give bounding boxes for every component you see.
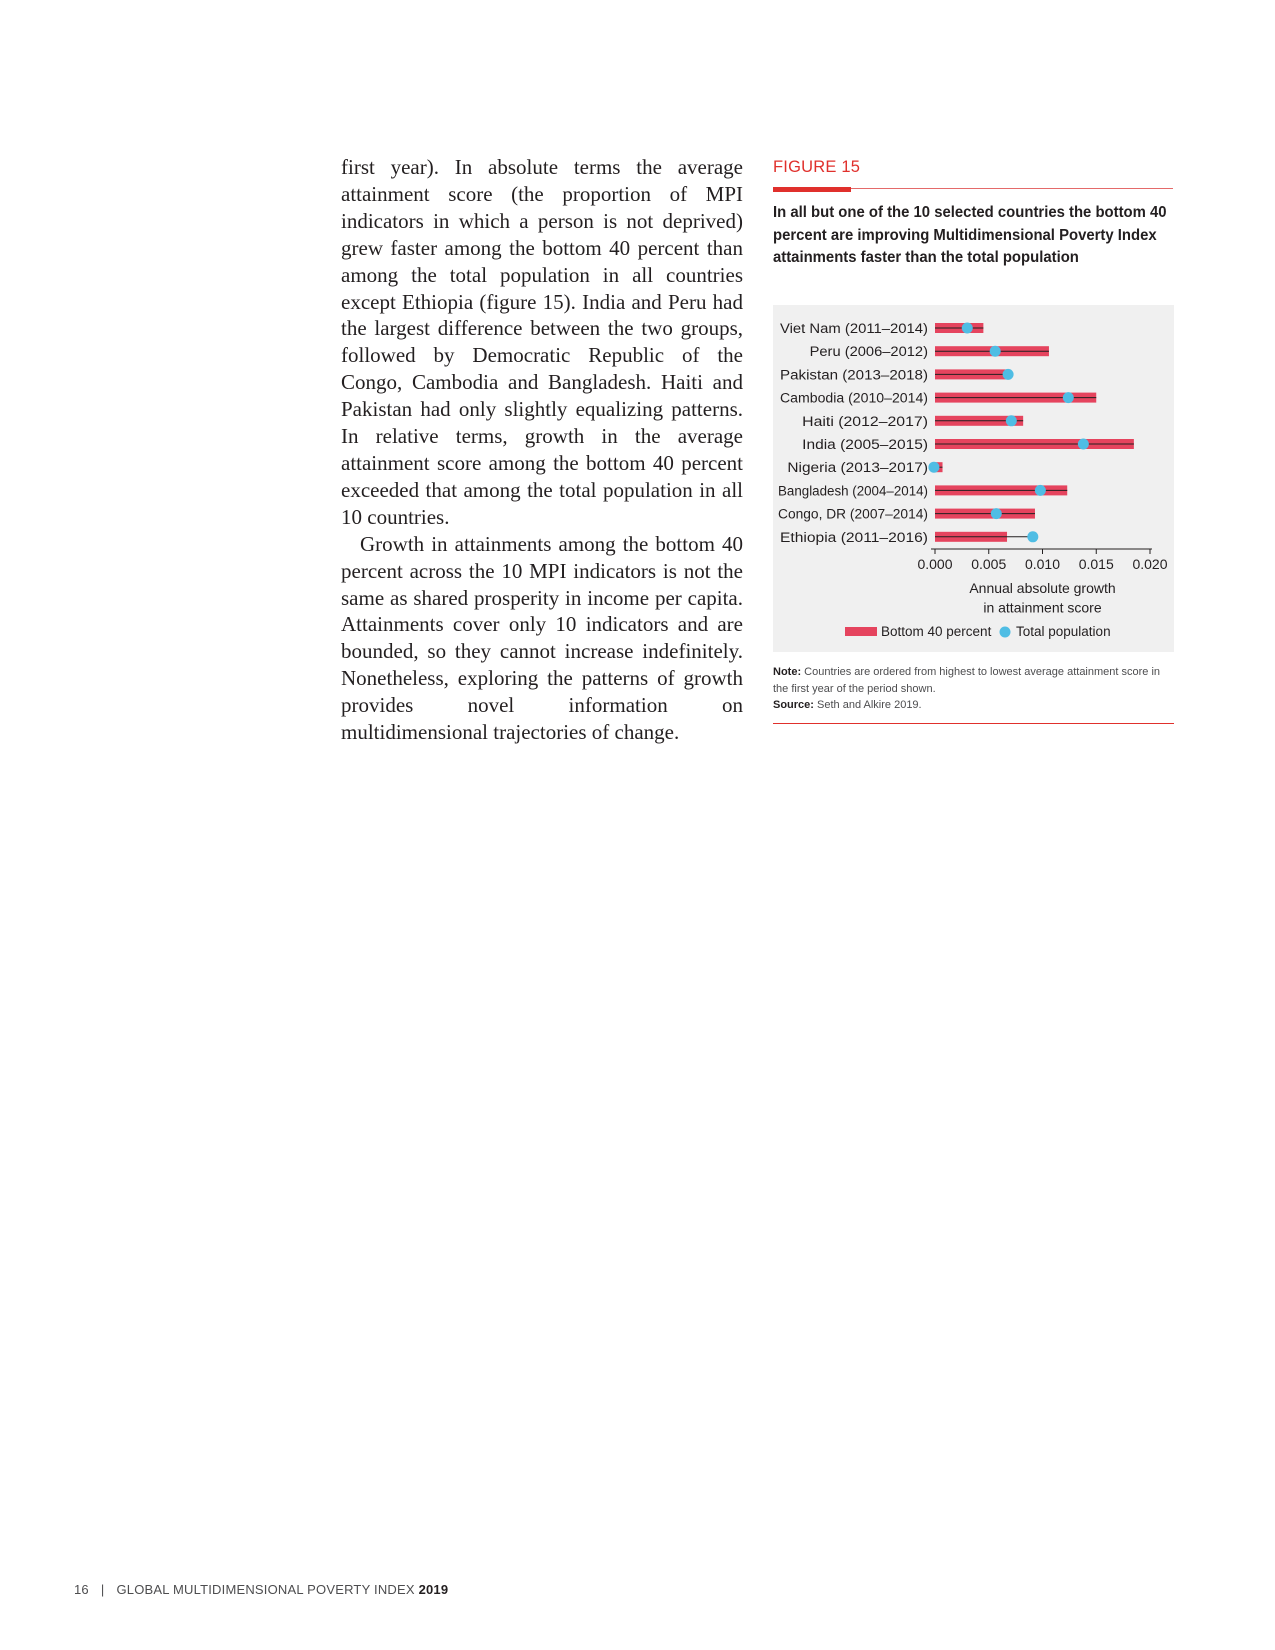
figure-label: FIGURE 15 (773, 158, 861, 176)
x-tick-label: 0.020 (1132, 556, 1168, 572)
source-line (773, 697, 1178, 714)
note-label: Note: (773, 666, 802, 678)
dot-total (928, 462, 939, 473)
legend-swatch-bottom40 (845, 627, 877, 636)
x-axis-label: in attainment score (983, 599, 1102, 616)
page-footer (74, 1582, 448, 1597)
body-paragraph-2: Growth in attainments among the bottom 40 percent across the 10 MPI indicators is not the same as shared prosperity in income per capita. Attainments cover only 10 indicators and are bounded, so they cannot increase indefinitely. Nonetheless, exploring the patterns of growth provides novel information on multidimensional trajectories of change. (341, 531, 743, 745)
x-tick-label: 0.010 (1024, 556, 1061, 572)
category-label: Bangladesh (2004–2014) (778, 483, 928, 499)
note-rule (773, 723, 1174, 724)
dot-total (1078, 439, 1089, 450)
category-label: India (2005–2015) (802, 437, 928, 452)
category-label: Haiti (2012–2017) (802, 413, 928, 429)
dot-total (991, 508, 1002, 519)
x-tick-label: 0.005 (971, 556, 1007, 572)
source-text: Seth and Alkire 2019. (817, 699, 922, 711)
page-number: 16 (74, 1582, 89, 1597)
category-label: Ethiopia (2011–2016) (780, 529, 928, 545)
figure-note (773, 664, 1178, 714)
note-text: Countries are ordered from highest to lowest average attainment score in the first year of the period shown. (773, 666, 1161, 695)
dot-total (1003, 369, 1014, 380)
legend-label-total: Total population (1016, 624, 1111, 639)
category-label: Cambodia (2010–2014) (780, 390, 928, 406)
figure-title: In all but one of the 10 selected countries the bottom 40 percent are improving Multidimensional Poverty Index attainments faster than the total population (773, 204, 1167, 266)
dot-total (1035, 485, 1046, 496)
dot-total (1063, 392, 1074, 403)
body-text (341, 154, 743, 746)
category-label: Peru (2006–2012) (809, 344, 928, 360)
dumbbell-chart (773, 305, 1174, 652)
x-tick-label: 0.015 (1078, 556, 1114, 572)
category-label: Viet Nam (2011–2014) (780, 321, 928, 336)
legend-swatch-total (1000, 627, 1011, 638)
chart-area (773, 305, 1174, 652)
category-label: Congo, DR (2007–2014) (778, 506, 928, 522)
figure-rule-accent (773, 187, 851, 192)
dot-total (962, 323, 973, 334)
dot-total (990, 346, 1001, 357)
body-paragraph-1: first year). In absolute terms the average attainment score (the proportion of MPI indicators in which a person is not deprived) grew faster among the bottom 40 percent than among the total population in all countries except Ethiopia (figure 15). India and Peru had the largest difference between the two groups, followed by Democratic Republic of the Congo, Cambodia and Bangladesh. Haiti and Pakistan had only slightly equalizing patterns. In relative terms, growth in the average attainment score among the bottom 40 percent exceeded that among the total population in all 10 countries. (341, 155, 743, 529)
x-tick-label: 0.000 (917, 556, 953, 572)
note-line (773, 664, 1178, 697)
category-label: Nigeria (2013–2017) (787, 460, 928, 476)
legend-label-bottom40: Bottom 40 percent (881, 624, 992, 639)
dot-total (1027, 531, 1038, 542)
dot-total (1006, 415, 1017, 426)
x-axis-label: Annual absolute growth (969, 580, 1116, 596)
category-label: Pakistan (2013–2018) (780, 367, 928, 383)
footer-separator: | (100, 1582, 105, 1597)
source-label: Source: (773, 699, 814, 711)
publication-title: GLOBAL MULTIDIMENSIONAL POVERTY INDEX (116, 1582, 415, 1597)
publication-year: 2019 (418, 1582, 449, 1597)
